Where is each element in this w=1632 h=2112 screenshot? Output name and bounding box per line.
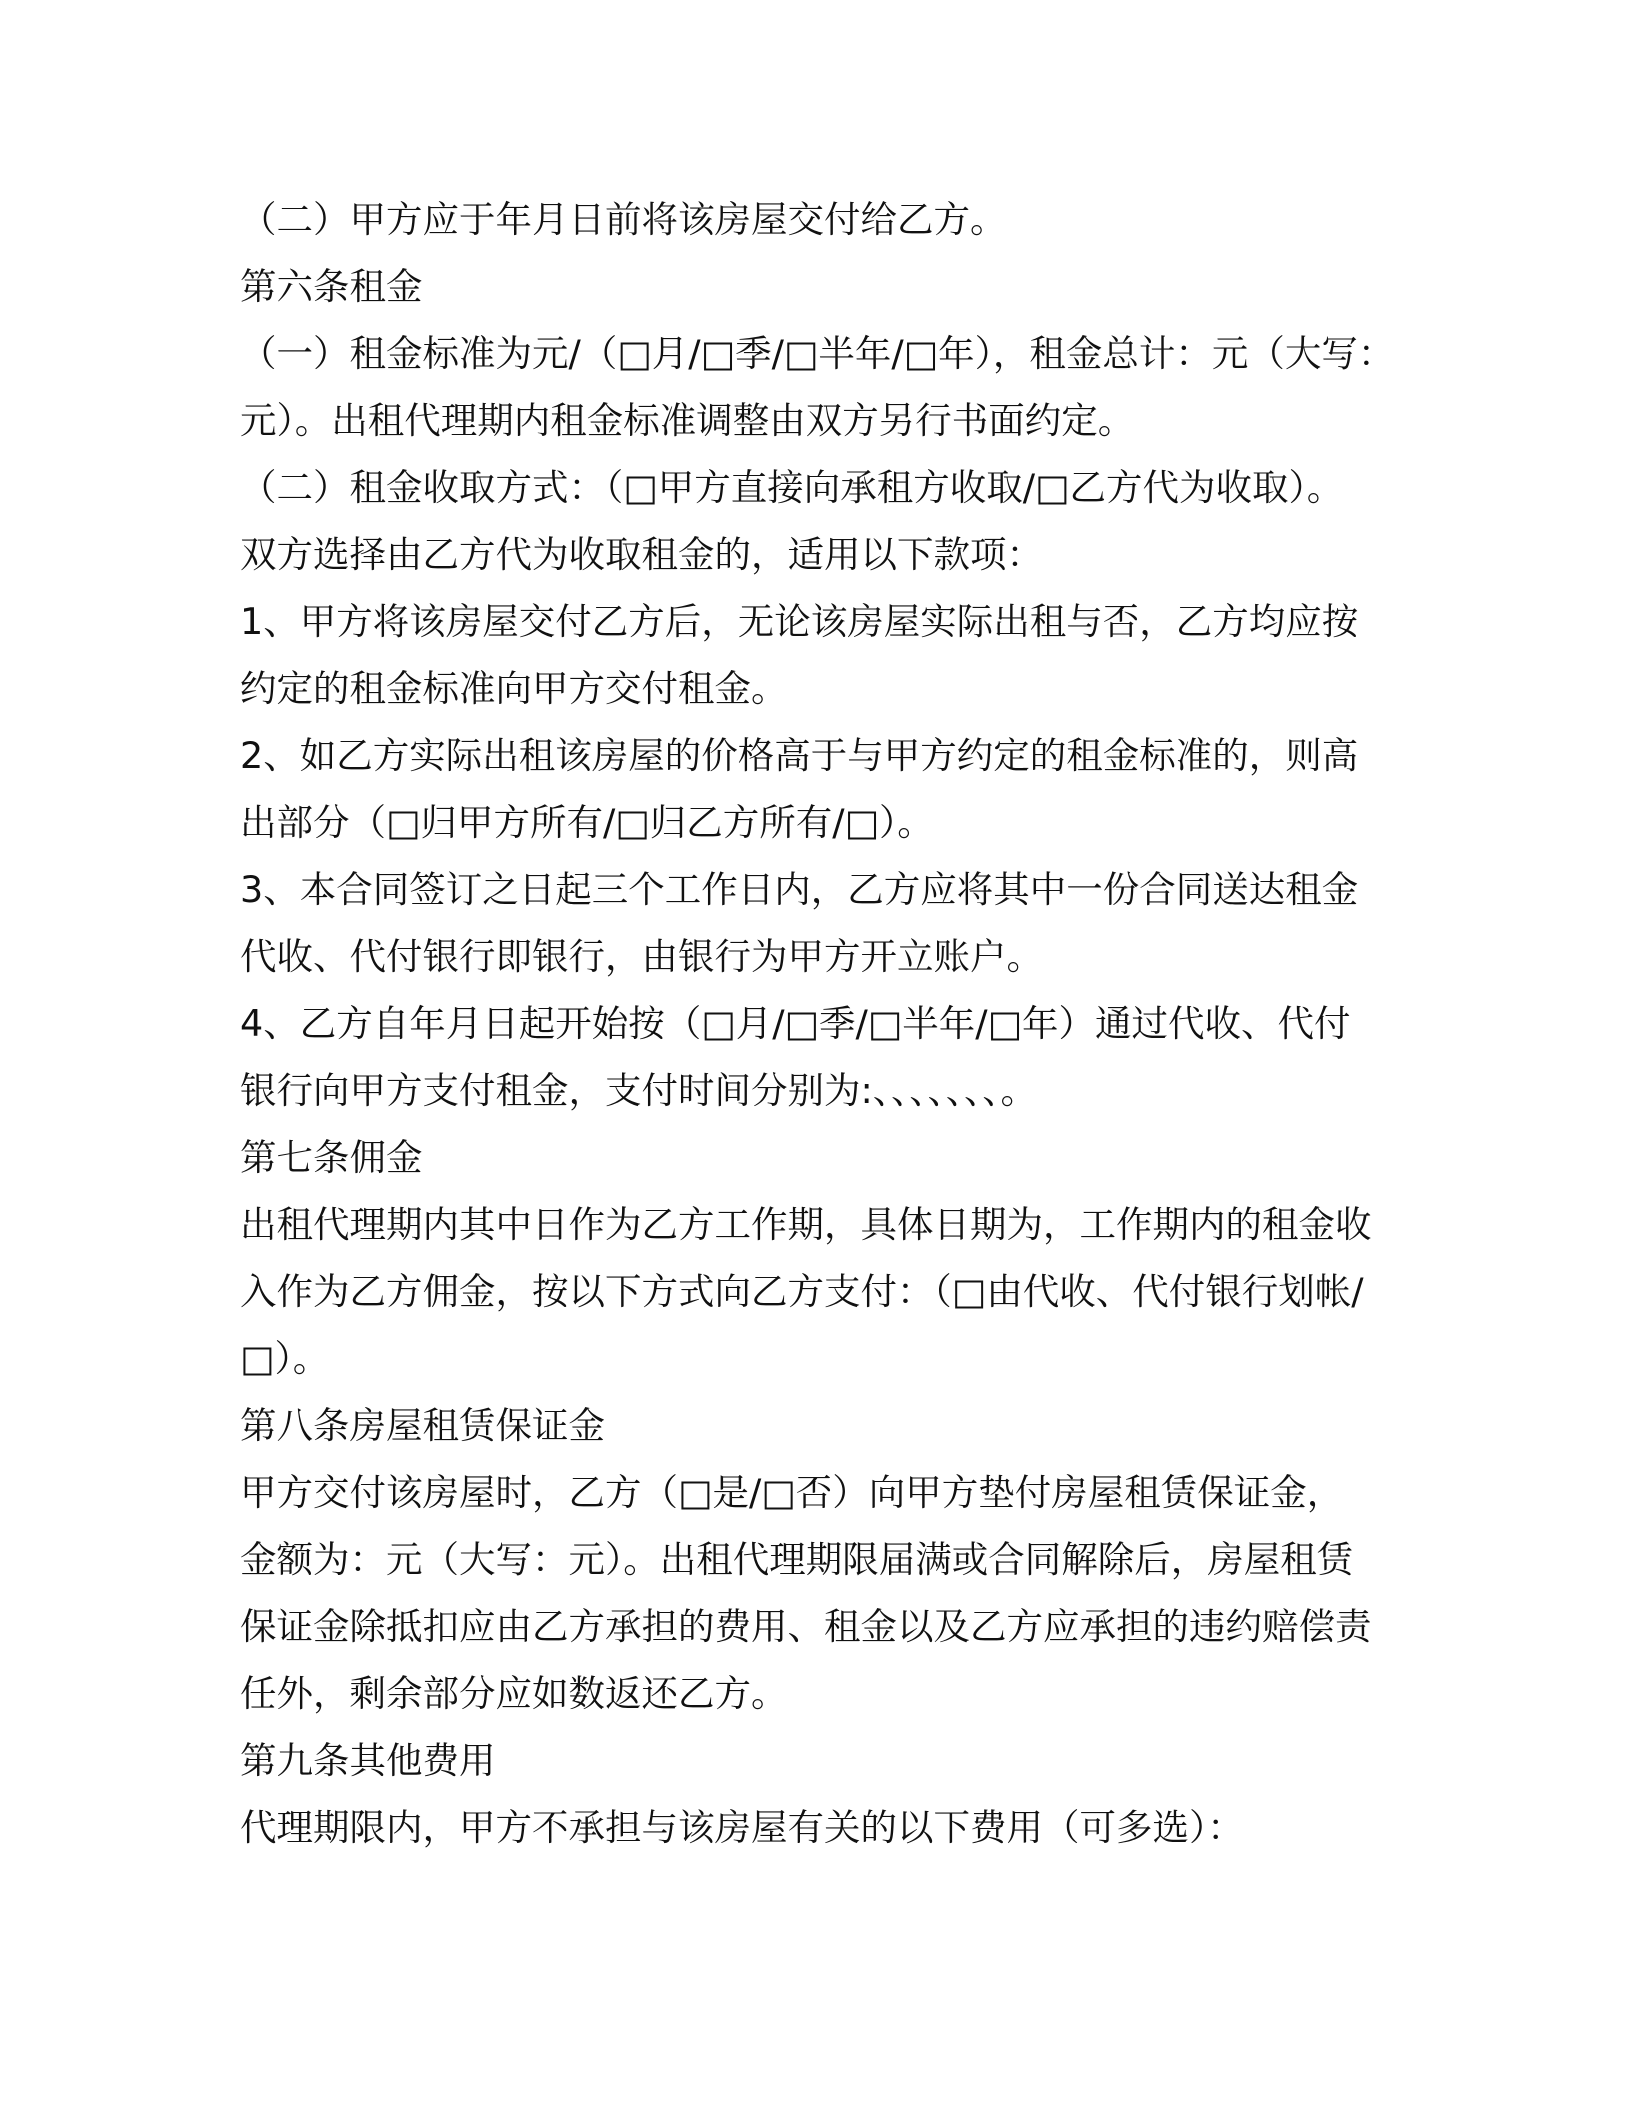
section-heading: 第六条租金 xyxy=(240,265,423,308)
paragraph-line: 银行向甲方支付租金，支付时间分别为:、、、、、、、。 xyxy=(240,1069,1038,1112)
paragraph-line: □）。 xyxy=(240,1337,330,1380)
paragraph-line: 出租代理期内其中日作为乙方工作期，具体日期为，工作期内的租金收 xyxy=(240,1203,1372,1246)
section-heading: 第七条佣金 xyxy=(240,1136,423,1179)
paragraph-line: （二）租金收取方式：（□甲方直接向承租方收取/□乙方代为收取）。 xyxy=(240,466,1344,509)
paragraph-line: （二）甲方应于年月日前将该房屋交付给乙方。 xyxy=(240,198,1007,241)
section-heading: 第九条其他费用 xyxy=(240,1739,496,1782)
paragraph-line: （一）租金标准为元/（□月/□季/□半年/□年），租金总计：元（大写： xyxy=(240,332,1395,375)
paragraph-line: 出部分（□归甲方所有/□归乙方所有/□）。 xyxy=(240,801,934,844)
paragraph-line: 1、甲方将该房屋交付乙方后，无论该房屋实际出租与否，乙方均应按 xyxy=(240,600,1359,643)
paragraph-line: 2、如乙方实际出租该房屋的价格高于与甲方约定的租金标准的，则高 xyxy=(240,734,1359,777)
paragraph-line: 代收、代付银行即银行，由银行为甲方开立账户。 xyxy=(240,935,1043,978)
paragraph-line: 任外，剩余部分应如数返还乙方。 xyxy=(240,1672,788,1715)
paragraph-line: 入作为乙方佣金，按以下方式向乙方支付：（□由代收、代付银行划帐/ xyxy=(240,1270,1364,1313)
paragraph-line: 约定的租金标准向甲方交付租金。 xyxy=(240,667,788,710)
paragraph-line: 甲方交付该房屋时，乙方（□是/□否）向甲方垫付房屋租赁保证金， xyxy=(240,1471,1344,1514)
section-heading: 第八条房屋租赁保证金 xyxy=(240,1404,605,1447)
paragraph-line: 双方选择由乙方代为收取租金的，适用以下款项： xyxy=(240,533,1043,576)
paragraph-line: 元）。出租代理期内租金标准调整由双方另行书面约定。 xyxy=(240,399,1135,442)
paragraph-line: 金额为：元（大写：元）。出租代理期限届满或合同解除后，房屋租赁 xyxy=(240,1538,1354,1581)
paragraph-line: 4、乙方自年月日起开始按（□月/□季/□半年/□年）通过代收、代付 xyxy=(240,1002,1351,1045)
paragraph-line: 保证金除抵扣应由乙方承担的费用、租金以及乙方应承担的违约赔偿责 xyxy=(240,1605,1372,1648)
document-body xyxy=(240,186,1395,1861)
paragraph-line: 3、本合同签订之日起三个工作日内，乙方应将其中一份合同送达租金 xyxy=(240,868,1359,911)
paragraph-line: 代理期限内，甲方不承担与该房屋有关的以下费用（可多选）： xyxy=(240,1806,1244,1849)
